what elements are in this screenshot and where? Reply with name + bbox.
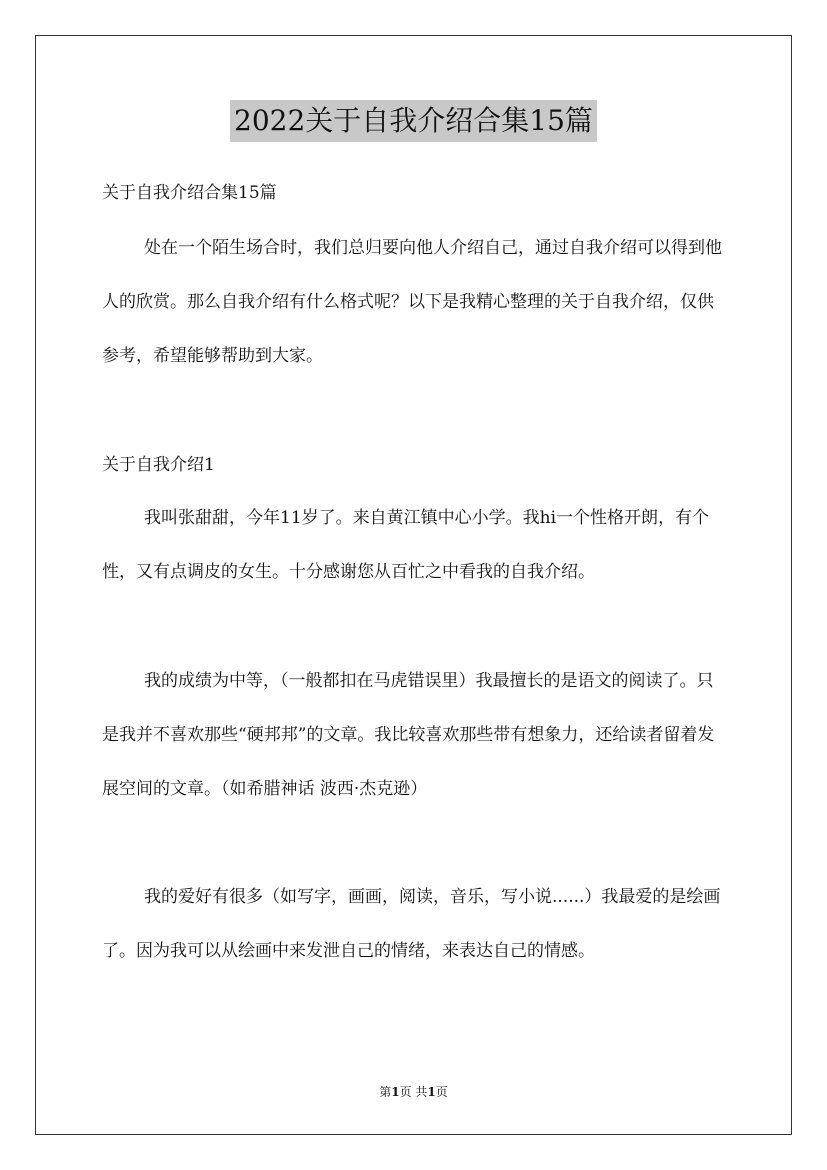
document-subtitle: 关于自我介绍合集15篇 <box>102 183 277 203</box>
intro-paragraph: 处在一个陌生场合时，我们总归要向他人介绍自己，通过自我介绍可以得到他人的欣赏。那么自我介绍有什么格式呢？以下是我精心整理的关于自我介绍，仅供参考，希望能够帮助到大家。 <box>102 238 722 366</box>
page-footer <box>0 1083 827 1101</box>
document-title: 2022关于自我介绍合集15篇 <box>230 100 597 142</box>
footer-suffix: 页 <box>435 1085 448 1099</box>
title-container <box>0 100 827 142</box>
footer-prefix: 第 <box>379 1085 392 1099</box>
section-paragraph-3: 我的爱好有很多（如写字，画画，阅读，音乐，写小说......）我最爱的是绘画了。因为我可以从绘画中来发泄自己的情绪，来表达自己的情感。 <box>102 887 721 961</box>
footer-page-number: 1 <box>391 1085 400 1099</box>
footer-mid: 页 共 <box>399 1085 428 1099</box>
section-heading: 关于自我介绍1 <box>102 455 215 475</box>
section-paragraph-1: 我叫张甜甜，今年11岁了。来自黄江镇中心小学。我hi一个性格开朗，有个性，又有点调皮的女生。十分感谢您从百忙之中看我的自我介绍。 <box>102 508 710 582</box>
section-paragraph-2: 我的成绩为中等，（一般都扣在马虎错误里）我最擅长的是语文的阅读了。只是我并不喜欢那些“硬邦邦”的文章。我比较喜欢那些带有想象力，还给读者留着发展空间的文章。（如希腊神话 波西·杰克逊） <box>102 671 715 799</box>
footer-page-total: 1 <box>427 1085 436 1099</box>
